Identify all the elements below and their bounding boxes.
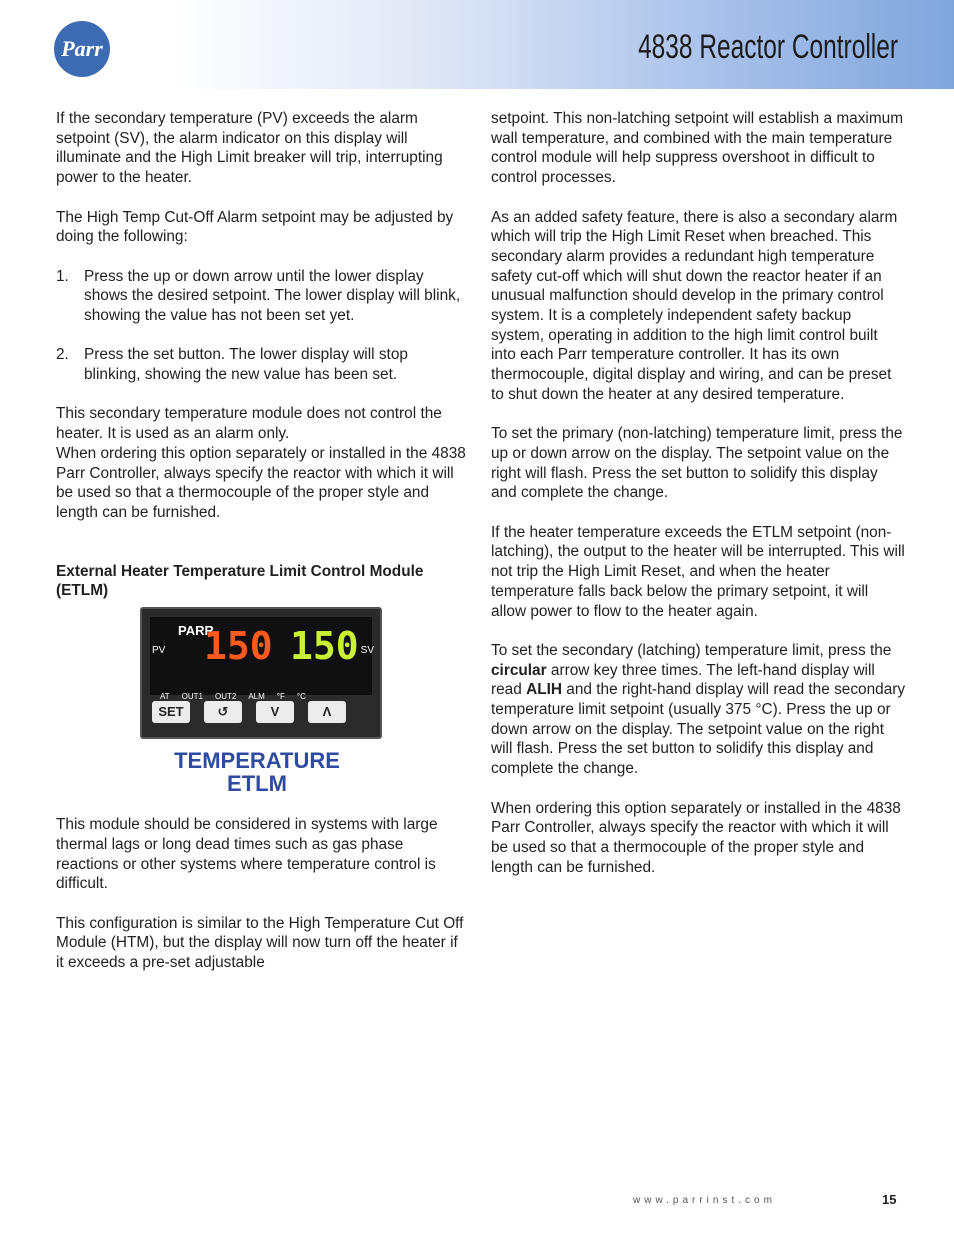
paragraph: As an added safety feature, there is also a secondary alarm which will trip the High Limit Reset when breached. This secondary alarm provides a redundant high temperature safety cut-off which will shut down the reactor heater if an unusual malfunction should develop in the primary control system. It is a completely independent safety backup system, operating in addition to the high limit control built into each Parr temperature controller. It has its own thermocouple, digital display and wiring, and can be preset to shut down the heater at any desired temperature. — [491, 208, 898, 403]
paragraph: This configuration is similar to the High Temperature Cut Off Module (HTM), but the display will now turn off the heater if it exceeds a pre-set adjustable — [56, 914, 464, 972]
pv-label: PV — [152, 645, 166, 657]
steps-list — [56, 267, 466, 385]
paragraph: If the secondary temperature (PV) exceeds the alarm setpoint (SV), the alarm indicator on this display will illuminate and the High Limit breaker will trip, interrupting power to the heater. — [56, 110, 443, 187]
sv-label: SV — [360, 645, 374, 657]
cycle-arrow-icon: ↺ — [204, 701, 242, 723]
paragraph: When ordering this option separately or installed in the 4838 Parr Controller, always specify the reactor with which it will be used so that a thermocouple of the proper style and length can be furnished. — [491, 799, 901, 876]
figure-caption: TEMPERATURE ETLM — [174, 748, 340, 797]
right-column — [491, 109, 906, 897]
section-heading: External Heater Temperature Limit Control Module (ETLM) — [56, 562, 424, 600]
document-title: 4838 Reactor Controller — [638, 28, 898, 66]
list-item: 2. Press the set button. The lower display will stop blinking, showing the new value has been set. — [56, 346, 408, 384]
paragraph: This secondary temperature module does not control the heater. It is used as an alarm only. — [56, 405, 442, 443]
paragraph: setpoint. This non-latching setpoint will establish a maximum wall temperature, and combined with the main temperature control module will help suppress overshoot in difficult to control processes. — [491, 110, 904, 187]
controller-brand: PARR — [178, 623, 214, 639]
list-item: 1. Press the up or down arrow until the lower display shows the desired setpoint. The lower display will blink, showing the value has not been set yet. — [56, 267, 461, 324]
page-header — [0, 0, 954, 89]
paragraph: If the heater temperature exceeds the ETLM setpoint (non-latching), the output to the heater will be interrupted. This will not trip the High Limit Reset, and when the heater temperature falls back below the primary setpoint, it will allow power to flow to the heater again. — [491, 523, 905, 620]
pv-display: 150 — [204, 624, 273, 669]
indicator-alm: ALM — [248, 692, 265, 702]
footer-url: www.parrinst.com — [633, 1195, 776, 1206]
controller-keys — [152, 701, 346, 723]
indicator-out1: OUT1 — [181, 692, 203, 702]
up-arrow-icon: Λ — [308, 701, 346, 723]
indicator-c: °C — [296, 692, 306, 702]
left-column — [56, 109, 466, 992]
etlm-controller-photo — [140, 607, 382, 739]
paragraph: To set the primary (non-latching) temperature limit, press the up or down arrow on the display. The setpoint value on the right will flash. Press the set button to solidify this display and complete the change. — [491, 425, 903, 502]
sv-display: 150 — [290, 624, 359, 669]
parr-logo: Parr — [54, 21, 110, 77]
indicator-out2: OUT2 — [214, 692, 237, 702]
page-number: 15 — [882, 1192, 897, 1207]
down-arrow-icon: V — [256, 701, 294, 723]
indicator-f: °F — [276, 692, 285, 702]
paragraph: To set the secondary (latching) temperature limit, press the circular arrow key three times. The left-hand display will read ALIH and the right-hand display will read the secondary temperature limit setpoint (usually 375 °C). Press the up or down arrow on the display. The setpoint value on the right will flash. Press the set button to solidify this display and complete the change. — [491, 641, 906, 778]
set-key: SET — [152, 701, 190, 723]
paragraph: This module should be considered in systems with large thermal lags or long dead times such as gas phase reactions or other systems where temperature control is difficult. — [56, 816, 438, 893]
paragraph: When ordering this option separately or installed in the 4838 Parr Controller, always specify the reactor with which it will be used so that a thermocouple of the proper style and length can be furnished. — [56, 444, 466, 521]
paragraph: The High Temp Cut-Off Alarm setpoint may be adjusted by doing the following: — [56, 208, 454, 246]
indicator-at: AT — [160, 692, 170, 702]
